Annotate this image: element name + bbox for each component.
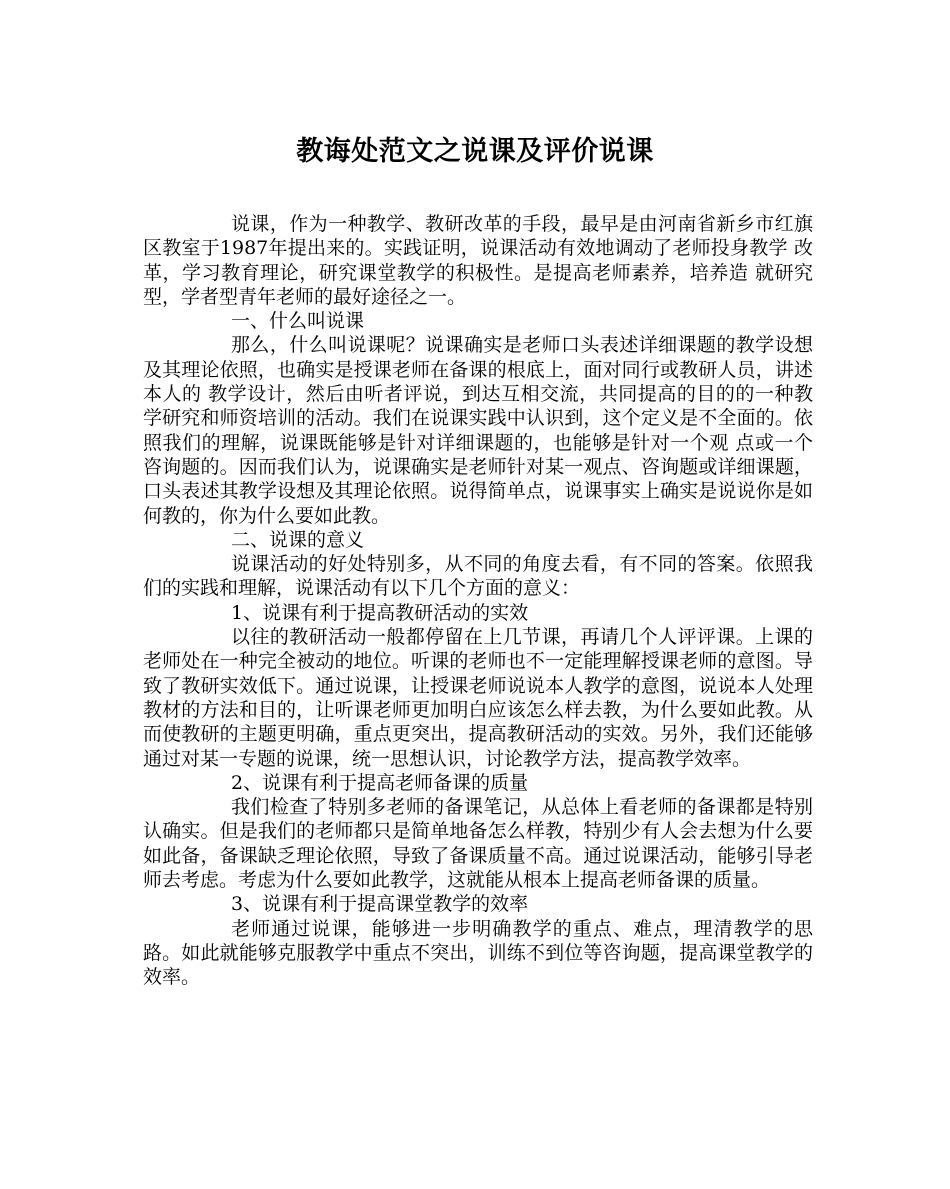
section-heading-what-is-shuoke: 一、什么叫说课 [231,310,365,333]
document-body [143,212,813,990]
document-title: 教诲处范文之说课及评价说课 [296,136,654,167]
subheading-classroom-efficiency: 3、说课有利于提高课堂教学的效率 [231,893,529,916]
research-effectiveness-paragraph: 以往的教研活动一般都停留在上几节课，再请几个人评评课。上课的老师处在一种完全被动的地位。听课的老师也不一定能理解授课老师的意图。导致了教研实效低下。通过说课，让授课老师说说本人教学的意图，说说本人处理教材的方法和目的，让听课老师更加明白应该怎么样去教，为什么要如此教。从而使教研的主题更明确，重点更突出，提高教研活动的实效。另外，我们还能够通过对某一专题的说课，统一思想认识，讨论教学方法，提高教学效率。 [143,626,813,770]
definition-paragraph: 那么，什么叫说课呢？说课确实是老师口头表述详细课题的教学设想及其理论依照，也确实是授课老师在备课的根底上，面对同行或教研人员，讲述本人的 教学设计，然后由听者评说，到达互相交流，共同提高的目的的一种教学研究和师资培训的活动。我们在说课实践中认识到，这个定义是不全面的。依照我们的理解，说课既能够是针对详细课题的，也能够是针对一个观 点或一个咨询题的。因而我们认为，说课确实是老师针对某一观点、咨询题或详细课题，口头表述其教学设想及其理论依照。说得简单点，说课事实上确实是说说你是如何教的，你为什么要如此教。 [143,334,813,527]
subheading-lesson-prep-quality: 2、说课有利于提高老师备课的质量 [231,771,529,794]
lesson-prep-quality-paragraph: 我们检查了特别多老师的备课笔记，从总体上看老师的备课都是特别认确实。但是我们的老师都只是简单地备怎么样教，特别少有人会去想为什么要如此备，备课缺乏理论依照，导致了备课质量不高。通过说课活动，能够引导老师去考虑。考虑为什么要如此教学，这就能从根本上提高老师备课的质量。 [143,796,813,892]
classroom-efficiency-paragraph: 老师通过说课，能够进一步明确教学的重点、难点，理清教学的思路。如此就能够克服教学中重点不突出，训练不到位等咨询题，提高课堂教学的效率。 [143,917,813,989]
section-heading-significance: 二、说课的意义 [231,528,365,551]
intro-paragraph: 说课，作为一种教学、教研改革的手段，最早是由河南省新乡市红旗区教室于1987年提出来的。实践证明，说课活动有效地调动了老师投身教学 改革，学习教育理论，研究课堂教学的积极性。是提高老师素养，培养造 就研究型，学者型青年老师的最好途径之一。 [143,213,813,308]
significance-intro-paragraph: 说课活动的好处特别多，从不同的角度去看，有不同的答案。依照我们的实践和理解，说课活动有以下几个方面的意义： [143,553,813,600]
subheading-research-effectiveness: 1、说课有利于提高教研活动的实效 [231,601,529,624]
